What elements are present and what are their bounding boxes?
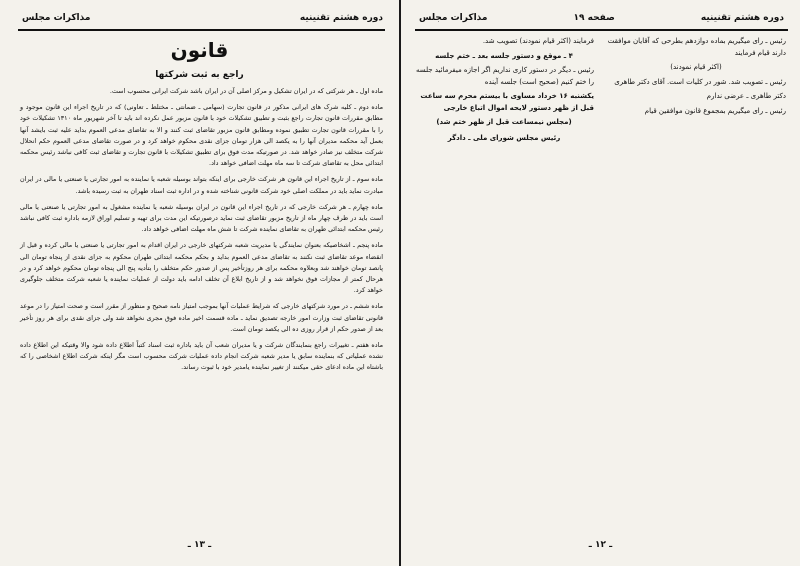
left-page — [0, 0, 399, 566]
page-number: ـ ۱۳ ـ — [187, 540, 212, 550]
minutes-line: دکتر طاهری ـ عرضی ندارم — [706, 92, 786, 100]
minutes-line: (اکثر قیام نمودند) — [670, 63, 722, 71]
session-closed: (مجلس نیمساعت قبل از ظهر ختم شد) — [436, 118, 572, 126]
article-1: ماده اول ـ هر شرکتی که در ایران تشکیل و مرکز اصلی آن در ایران باشد شرکت ایرانی محسوب است. — [109, 87, 383, 95]
header-rule — [18, 29, 385, 31]
minutes-line: رئیس ـ رای میگیریم بماده دوازدهم بطرحی که آقایان موافقت دارند قیام فرمایند — [607, 37, 786, 57]
next-session: یکشنبه ۱۶ خرداد مساوی با بیستم محرم سه ساعت قبل از ظهر دستور لایحه اموال اتباع خارجی — [420, 92, 594, 112]
article-5: ماده پنجم ـ اشخاصیکه بعنوان نمایندگی یا مدیریت شعبه شرکتهای خارجی در ایران اقدام به امور تجارتی یا صنعتی یا مالی کرده و قبل از انقضاء موعد تقاضای ثبت نکنند به تقاضای مدعی العموم بداید و بحکم محکمه ابتدائی طهران محکوم به جزای نقدی از پنجاه تومان الی پانصد تومان خواهند شد وبعلاوه محکمه برای هر روزتأخیر پس از صدور حکم متخلف را بتأدیه پنج الی پنجاه تومان محکوم خواهد کرد و در هرحال کمتر از مجازات فوق نخواهد شد و از تاریخ ابلاغ آن تخلف ادامه باید دولت از عملیات نماینده یا شعبه شرکت متخلف جلوگیری خواهد کرد. — [20, 241, 383, 295]
law-body — [20, 86, 383, 379]
header-term: دوره هشتم تقنینیه — [700, 13, 784, 23]
header-rule — [415, 29, 788, 31]
header-term: دوره هشتم تقنینیه — [299, 13, 383, 23]
page-header — [18, 10, 387, 26]
article-6: ماده ششم ـ در مورد شرکتهای خارجی که شرایط عملیات آنها بموجب امتیاز نامه صحیح و منظور از مقرر است و صحت امتیاز را در موعد قانونی تقاضای ثبت وزارت امور خارجه تصدیق نماید ـ ماده قسمت اخیر ماده فوق مجری نخواهد شد ولی جزای نقدی برای هر روز تأخیر بعد از صدور حکم از قرار روزی ده الی یکصد تومان است. — [20, 302, 383, 333]
header-publication: مذاکرات مجلس — [22, 13, 91, 23]
minutes-line: رئیس ـ رای میگیریم بمجموع قانون موافقین قیام — [644, 106, 786, 115]
page-number: ـ ۱۲ ـ — [588, 540, 613, 550]
law-title: قانون — [170, 38, 229, 62]
header-publication: مذاکرات مجلس — [419, 13, 488, 23]
minutes-column-left — [414, 36, 594, 147]
minutes-line: رئیس ـ دیگر در دستور کاری نداریم اگر اجازه میفرمائید جلسه را ختم کنیم (صحیح است) جلسه آینده — [415, 66, 594, 86]
article-2: ماده دوم ـ کلیه شرک های ایرانی مذکور در قانون تجارت (سهامی ـ ضمانتی ـ مختلط ـ تعاونی) که در تاریخ اجراء این قانون موجود و مطابق مقررات قانون تجارت راجع بثبت و تطبیق تشکیلات خود با قانون مزبور عمل نکرده اند باید تا آخر شهریور ماه ۱۳۱۰ تشکیلات خود را با مقررات قانون تجارت تطبیق نموده ومطابق قانون مزبور تقاضای ثبت کنند و الا به تقاضای مدعی العموم بداید علیه ثبت بایشد آنها بعمل آید محکمه مدیران آنها را به یکصد الی هزار تومان جزای نقدی محکوم خواهد کرد و در صورت تقاضای مدعی العموم حکم انحلال شرکت متخلف نیز صادر خواهد شد. در صورتیکه مدت فوق برای تطبیق تشکیلات با قانون تجارت و تقاضای ثبت کافی نباشد رئیس محکمه ابتدائی محل به تقاضای شرکت تا سه ماه مهلت اضافی خواهد داد. — [20, 103, 383, 168]
article-3: ماده سوم ـ از تاریخ اجراء این قانون هر شرکت خارجی برای اینکه بتواند بوسیله شعبه یا نماینده به امور تجارتی یا صنعتی یا مالی در ایران مبادرت نماید باید در مملکت اصلی خود شرکت قانونی شناخته شده و در اداره ثبت اسناد طهران به ثبت رسیده باشد. — [20, 175, 383, 195]
minutes-line: رئیس ـ تصویب شد. شور در کلیات است. آقای دکتر طاهری — [614, 77, 786, 86]
president-signature: رئیس مجلس شورای ملی ـ دادگر — [447, 133, 561, 142]
page-header — [415, 10, 788, 26]
right-page — [401, 0, 800, 566]
minutes-column-right — [606, 36, 786, 120]
minutes-line: فرمایند (اکثر قیام نمودند) تصویب شد. — [482, 37, 594, 45]
law-subtitle: راجع به ثبت شرکتها — [155, 70, 244, 80]
article-4: ماده چهارم ـ هر شرکت خارجی که در تاریخ اجراء این قانون در ایران بوسیله شعبه یا نماینده مشغول به امور تجارتی یا صنعتی یا مالی است باید در ظرف چهار ماه از تاریخ مزبور تقاضای ثبت نماید درصورتیکه این مدت برای تهیه و تسلیم اوراق لازمه باداره ثبت کافی نباشد رئیس محکمه ابتدائی طهران به تقاضای نماینده شرکت تا شش ماه مهلت اضافی خواهد داد. — [20, 202, 383, 234]
header-page: صفحه ۱۹ — [573, 13, 615, 23]
article-7: ماده هفتم ـ تغییرات راجع بنمایندگان شرکت و یا مدیران شعب آن باید باداره ثبت اسناد کتباً اطلاع داده شود والا وقتیکه این اطلاع داده نشده عملیاتی که بنماینده سابق یا مدیر شعبه شرکت انجام داده عملیات شرکت محسوب است مگر اینکه شرکت اطلاع اشخاصی را که باشتاه این ماده ادعای حقی میکنند از تغییر نماینده یامدیر خود با ثبوت رساند. — [20, 341, 383, 372]
section-heading: ۴ ـ موقع و دستور جلسه بعد ـ ختم جلسه — [435, 51, 573, 60]
